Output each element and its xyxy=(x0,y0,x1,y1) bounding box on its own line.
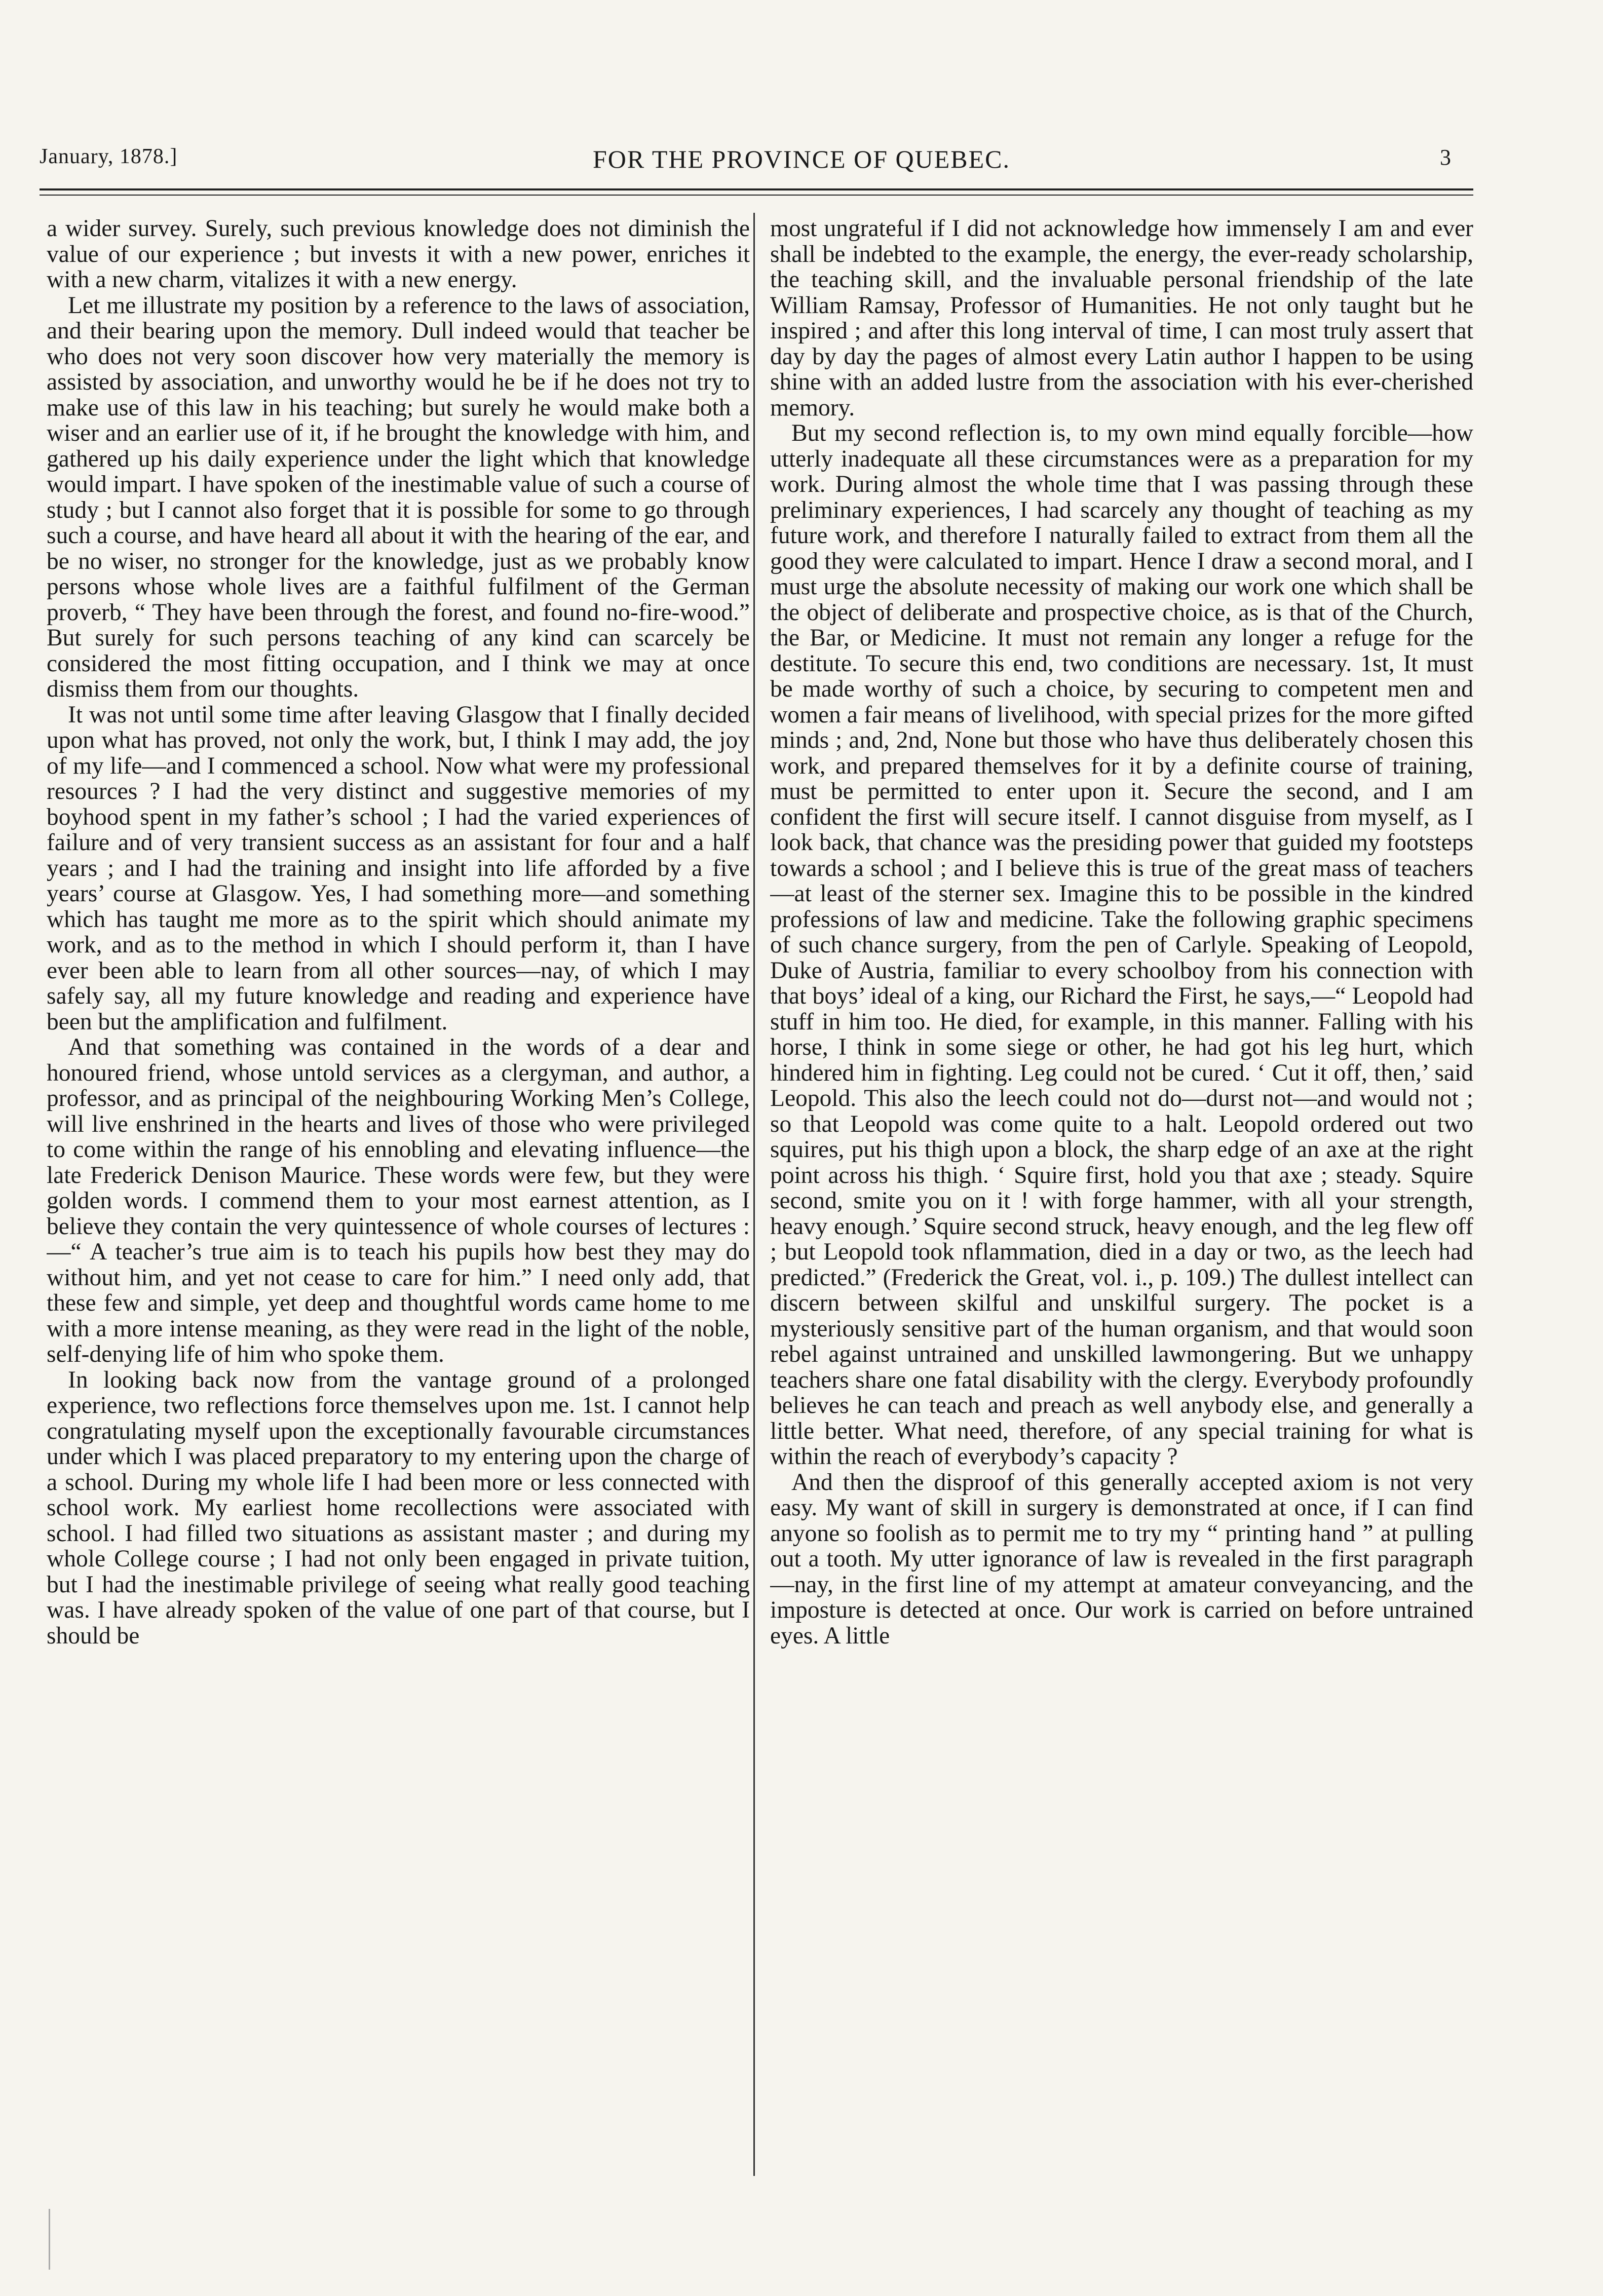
header-rule-thin xyxy=(40,195,1473,196)
paragraph: But my second reflection is, to my own mind equally forcible—how utterly inadequate all these circumstances were as a preparation for my work. During almost the whole time that I was passing through these preliminary experiences, I had scarcely any thought of teaching as my future work, and therefore I naturally failed to extract from them all the good they were calculated to impart. Hence I draw a second moral, and I must urge the absolute necessity of making our work one which shall be the object of deliberate and prospective choice, as is that of the Church, the Bar, or Medicine. It must not remain any longer a refuge for the destitute. To secure this end, two conditions are necessary. 1st, It must be made worthy of such a choice, by securing to competent men and women a fair means of livelihood, with special prizes for the more gifted minds ; and, 2nd, None but those who have thus deliberately chosen this work, and prepared themselves for it by a definite course of training, must be permitted to enter upon it. Secure the second, and I am confident the first will secure itself. I cannot disguise from myself, as I look back, that chance was the presiding power that guided my footsteps towards a school ; and I believe this is true of the great mass of teachers—at least of the sterner sex. Imagine this to be possible in the kindred professions of law and medicine. Take the following graphic specimens of such chance surgery, from the pen of Carlyle. Speaking of Leopold, Duke of Austria, familiar to every schoolboy from his connection with that boys’ ideal of a king, our Richard the First, he says,—“ Leopold had stuff in him too. He died, for example, in this manner. Falling with his horse, I think in some siege or other, he had got his leg hurt, which hindered him in fighting. Leg could not be cured. ‘ Cut it off, then,’ said Leopold. This also the leech could not do—durst not—and would not ; so that Leopold was come quite to a halt. Leopold ordered out two squires, put his thigh upon a block, the sharp edge of an axe at the right point across his thigh. ‘ Squire first, hold you that axe ; steady. Squire second, smite you on it ! with forge hammer, with all your strength, heavy enough.’ Squire second struck, heavy enough, and the leg flew off ; but Leopold took nflammation, died in a day or two, as the leech had predicted.” (Frederick the Great, vol. i., p. 109.) The dullest intellect can discern between skilful and unskilful surgery. The pocket is a mysteriously sensitive part of the human organism, and that would soon rebel against untrained and unskilled lawmongering. But we unhappy teachers share one fatal disability with the clergy. Everybody profoundly believes he can teach and preach as well anybody else, and generally a little better. What need, therefore, of any special training for what is within the reach of everybody’s capacity ? xyxy=(770,420,1473,1470)
paragraph: In looking back now from the vantage ground of a prolonged experience, two reflections force themselves upon me. 1st. I cannot help congratulating myself upon the exceptionally favourable circumstances under which I was placed preparatory to my entering upon the charge of a school. During my whole life I had been more or less connected with school work. My earliest home recollections were associated with school. I had filled two situations as assistant master ; and during my whole College course ; I had not only been engaged in private tuition, but I had the inestimable privilege of seeing what really good teaching was. I have already spoken of the value of one part of that course, but I should be xyxy=(47,1366,750,1649)
margin-mark xyxy=(49,2209,50,2270)
page-number: 3 xyxy=(1440,145,1451,170)
paragraph: It was not until some time after leaving Glasgow that I finally decided upon what has proved, not only the work, but, I think I may add, the joy of my life—and I commenced a school. Now what were my professional resources ? I had the very distinct and suggestive memories of my boyhood spent in my father’s school ; I had the varied experiences of failure and of very transient success as an assistant for four and a half years ; and I had the training and insight into life afforded by a five years’ course at Glasgow. Yes, I had something more—and something which has taught me more as to the spirit which should animate my work, and as to the method in which I should perform it, than I have ever been able to learn from all other sources—nay, of which I may safely say, all my future knowledge and reading and experience have been but the amplification and fulfilment. xyxy=(47,701,750,1035)
page-header xyxy=(0,144,1603,190)
header-date: January, 1878.] xyxy=(40,145,178,168)
column-divider xyxy=(753,213,755,2176)
paragraph: And then the disproof of this generally accepted axiom is not very easy. My want of skill in surgery is demonstrated at once, if I can find anyone so foolish as to permit me to try my “ printing hand ” at pulling out a tooth. My utter ignorance of law is revealed in the first paragraph—nay, in the first line of my attempt at amateur conveyancing, and the imposture is detected at once. Our work is carried on before untrained eyes. A little xyxy=(770,1469,1473,1649)
left-column xyxy=(47,216,750,2184)
paragraph: Let me illustrate my position by a reference to the laws of association, and their bearing upon the memory. Dull indeed would that teacher be who does not very soon discover how very materially the memory is assisted by association, and unworthy would he be if he does not try to make use of this law in his teaching; but surely he would make both a wiser and an earlier use of it, if he brought the knowledge with him, and gathered up his daily experience under the light which that knowledge would impart. I have spoken of the inestimable value of such a course of study ; but I cannot also forget that it is possible for some to go through such a course, and have heard all about it with the hearing of the ear, and be no wiser, no stronger for the knowledge, just as we probably know persons whose whole lives are a faithful fulfilment of the German proverb, “ They have been through the forest, and found no-fire-wood.” But surely for such persons teaching of any kind can scarcely be considered the most fitting occupation, and I think we may at once dismiss them from our thoughts. xyxy=(47,292,750,702)
header-rule xyxy=(40,188,1473,190)
paragraph: a wider survey. Surely, such previous knowledge does not diminish the value of our experience ; but invests it with a new power, enriches it with a new charm, vitalizes it with a new energy. xyxy=(47,216,750,293)
paragraph: And that something was contained in the words of a dear and honoured friend, whose untold services as a clergyman, and author, a professor, and as principal of the neighbouring Working Men’s College, will live enshrined in the hearts and lives of those who were privileged to come within the range of his ennobling and elevating influence—the late Frederick Denison Maurice. These words were few, but they were golden words. I commend them to your most earnest attention, as I believe they contain the very quintessence of whole courses of lectures :—“ A teacher’s true aim is to teach his pupils how best they may do without him, and yet not cease to care for him.” I need only add, that these few and simple, yet deep and thoughtful words came home to me with a more intense meaning, as they were read in the light of the noble, self-denying life of him who spoke them. xyxy=(47,1034,750,1367)
header-title: FOR THE PROVINCE OF QUEBEC. xyxy=(593,145,1010,173)
right-column xyxy=(770,216,1473,2184)
paragraph: most ungrateful if I did not acknowledge how immensely I am and ever shall be indebted to the example, the energy, the ever-ready scholarship, the teaching skill, and the invaluable personal friendship of the late William Ramsay, Professor of Humanities. He not only taught but he inspired ; and after this long interval of time, I can most truly assert that day by day the pages of almost every Latin author I happen to be using shine with an added lustre from the association with his ever-cherished memory. xyxy=(770,216,1473,421)
